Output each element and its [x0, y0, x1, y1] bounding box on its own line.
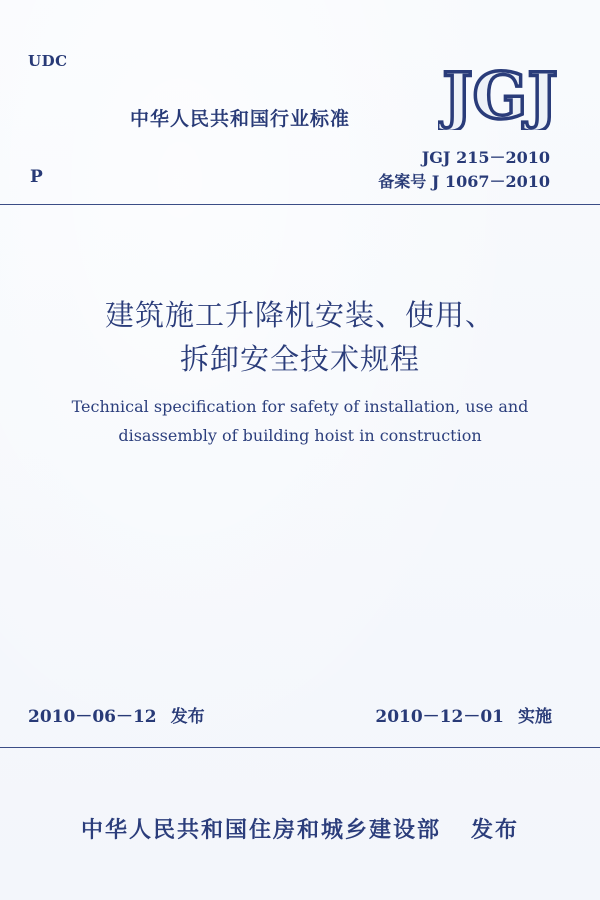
footer-issuer: 中华人民共和国住房和城乡建设部: [80, 818, 441, 843]
publish-label: 发布: [170, 707, 205, 727]
classification-label: P: [30, 167, 43, 187]
english-title: [0, 392, 600, 450]
english-title-line-1: Technical specification for safety of installation, use and: [71, 397, 529, 416]
top-divider: [0, 204, 600, 205]
publish-date: 2010－06－12: [28, 707, 157, 727]
english-title-line-2: disassembly of building hoist in construction: [118, 426, 482, 445]
issuer-industry-standard: 中华人民共和国行业标准: [130, 108, 351, 130]
publish-date-block: [28, 702, 205, 727]
implement-label: 实施: [518, 707, 552, 727]
chinese-title-line-1: 建筑施工升降机安装、使用、: [104, 298, 495, 332]
footer-publish-label: 发布: [471, 818, 520, 843]
implement-date-block: [375, 702, 552, 727]
bottom-divider: [0, 747, 600, 748]
chinese-title: [0, 293, 600, 381]
implement-date: 2010－12－01: [375, 707, 504, 727]
standard-number: JGJ 215－2010: [421, 148, 550, 167]
record-number: 备案号 J 1067－2010: [378, 172, 550, 191]
footer-issuer-block: [0, 813, 600, 844]
jgj-logo: [438, 58, 562, 130]
jgj-logo-text: JGJ: [442, 59, 558, 130]
chinese-title-line-2: 拆卸安全技术规程: [179, 342, 420, 376]
standard-number-block: [378, 146, 550, 194]
udc-label: UDC: [28, 52, 68, 70]
